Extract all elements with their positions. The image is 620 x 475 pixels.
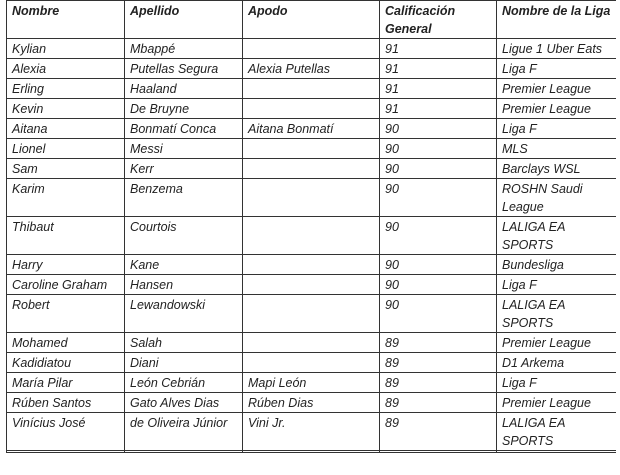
cell-apodo [243, 139, 380, 159]
table-row [7, 139, 617, 159]
cell-apodo [243, 333, 380, 353]
cell-calificacion: 90 [380, 217, 497, 255]
cell-apodo [243, 99, 380, 119]
cell-calificacion: 89 [380, 413, 497, 451]
header-calificacion: Calificación General [380, 1, 497, 39]
cell-liga: Premier League [497, 99, 617, 119]
cell-apodo [243, 159, 380, 179]
cell-nombre: Karim [7, 179, 125, 217]
cell-liga: Liga F [497, 373, 617, 393]
cell-liga [497, 451, 617, 453]
cell-liga: ROSHN Saudi League [497, 179, 617, 217]
cell-calificacion: 91 [380, 79, 497, 99]
cell-apodo: Aitana Bonmatí [243, 119, 380, 139]
cell-liga: D1 Arkema [497, 353, 617, 373]
cell-calificacion: 91 [380, 39, 497, 59]
players-table [6, 0, 616, 453]
cell-apodo [243, 79, 380, 99]
cell-liga: Liga F [497, 275, 617, 295]
cell-nombre: Thibaut [7, 217, 125, 255]
table-row [7, 217, 617, 255]
cell-nombre: Kevin [7, 99, 125, 119]
cell-liga: LALIGA EA SPORTS [497, 413, 617, 451]
table-row [7, 333, 617, 353]
cell-apellido: Courtois [125, 217, 243, 255]
table-row [7, 353, 617, 373]
cell-liga: Premier League [497, 333, 617, 353]
table-row [7, 373, 617, 393]
cell-nombre: Vinícius José [7, 413, 125, 451]
table-row [7, 413, 617, 451]
cell-apodo [243, 451, 380, 453]
table-row [7, 159, 617, 179]
cell-liga: Bundesliga [497, 255, 617, 275]
table-row [7, 295, 617, 333]
cell-nombre: Kadidiatou [7, 353, 125, 373]
cell-apellido: Gato Alves Dias [125, 393, 243, 413]
table-header [7, 1, 617, 39]
cell-calificacion: 89 [380, 393, 497, 413]
cell-apodo: Mapi León [243, 373, 380, 393]
table-row [7, 99, 617, 119]
cell-apellido: Haaland [125, 79, 243, 99]
cell-apellido: León Cebrián [125, 373, 243, 393]
header-apellido: Apellido [125, 1, 243, 39]
cell-liga: Premier League [497, 79, 617, 99]
cell-apellido: Lewandowski [125, 295, 243, 333]
table-row [7, 79, 617, 99]
table-row [7, 275, 617, 295]
cell-calificacion: 89 [380, 333, 497, 353]
document-frame [6, 0, 616, 475]
cell-nombre: Robert [7, 295, 125, 333]
cell-apodo [243, 255, 380, 275]
cell-apellido: Messi [125, 139, 243, 159]
cell-nombre: Aitana [7, 119, 125, 139]
header-row [7, 1, 617, 39]
cell-apellido: Diani [125, 353, 243, 373]
cell-nombre: Harry [7, 255, 125, 275]
cell-calificacion: 90 [380, 159, 497, 179]
cell-nombre: Lionel [7, 139, 125, 159]
cell-nombre: Alexia [7, 59, 125, 79]
cell-nombre: Kylian [7, 39, 125, 59]
cell-nombre: María Pilar [7, 373, 125, 393]
cell-apellido [125, 451, 243, 453]
cell-apellido: Salah [125, 333, 243, 353]
cell-liga: MLS [497, 139, 617, 159]
cell-apellido: Mbappé [125, 39, 243, 59]
cell-nombre: Erling [7, 79, 125, 99]
cell-liga: Premier League [497, 393, 617, 413]
cell-apellido: Kerr [125, 159, 243, 179]
cell-apodo: Vini Jr. [243, 413, 380, 451]
table-row [7, 179, 617, 217]
cell-apellido: Putellas Segura [125, 59, 243, 79]
cell-nombre: Sam [7, 159, 125, 179]
cell-apodo: Alexia Putellas [243, 59, 380, 79]
cell-apellido: Kane [125, 255, 243, 275]
cell-apellido: De Bruyne [125, 99, 243, 119]
table-row [7, 39, 617, 59]
cell-apodo [243, 275, 380, 295]
cell-calificacion: 90 [380, 295, 497, 333]
cell-calificacion: 89 [380, 353, 497, 373]
cell-liga: Ligue 1 Uber Eats [497, 39, 617, 59]
cell-apellido: Bonmatí Conca [125, 119, 243, 139]
cell-apodo: Rúben Dias [243, 393, 380, 413]
cell-calificacion: 90 [380, 275, 497, 295]
cell-calificacion: 90 [380, 139, 497, 159]
cell-liga: Liga F [497, 59, 617, 79]
cell-liga: LALIGA EA SPORTS [497, 217, 617, 255]
cell-apellido: Benzema [125, 179, 243, 217]
header-nombre: Nombre [7, 1, 125, 39]
table-body [7, 39, 617, 453]
table-row [7, 451, 617, 453]
header-apodo: Apodo [243, 1, 380, 39]
table-row [7, 59, 617, 79]
cell-calificacion: 90 [380, 119, 497, 139]
cell-liga: LALIGA EA SPORTS [497, 295, 617, 333]
cell-apellido: Hansen [125, 275, 243, 295]
cell-apellido: de Oliveira Júnior [125, 413, 243, 451]
cell-apodo [243, 217, 380, 255]
cell-apodo [243, 353, 380, 373]
cell-liga: Barclays WSL [497, 159, 617, 179]
cell-calificacion: 90 [380, 255, 497, 275]
cell-nombre: Mohamed [7, 333, 125, 353]
cell-calificacion: 90 [380, 179, 497, 217]
cell-calificacion: 89 [380, 373, 497, 393]
cell-apodo [243, 179, 380, 217]
header-liga: Nombre de la Liga [497, 1, 617, 39]
cell-liga: Liga F [497, 119, 617, 139]
table-row [7, 119, 617, 139]
cell-apodo [243, 39, 380, 59]
cell-calificacion: 91 [380, 99, 497, 119]
table-row [7, 393, 617, 413]
cell-nombre: Rúben Santos [7, 393, 125, 413]
cell-apodo [243, 295, 380, 333]
cell-calificacion [380, 451, 497, 453]
table-row [7, 255, 617, 275]
cell-calificacion: 91 [380, 59, 497, 79]
cell-nombre: Caroline Graham [7, 275, 125, 295]
cell-nombre [7, 451, 125, 453]
